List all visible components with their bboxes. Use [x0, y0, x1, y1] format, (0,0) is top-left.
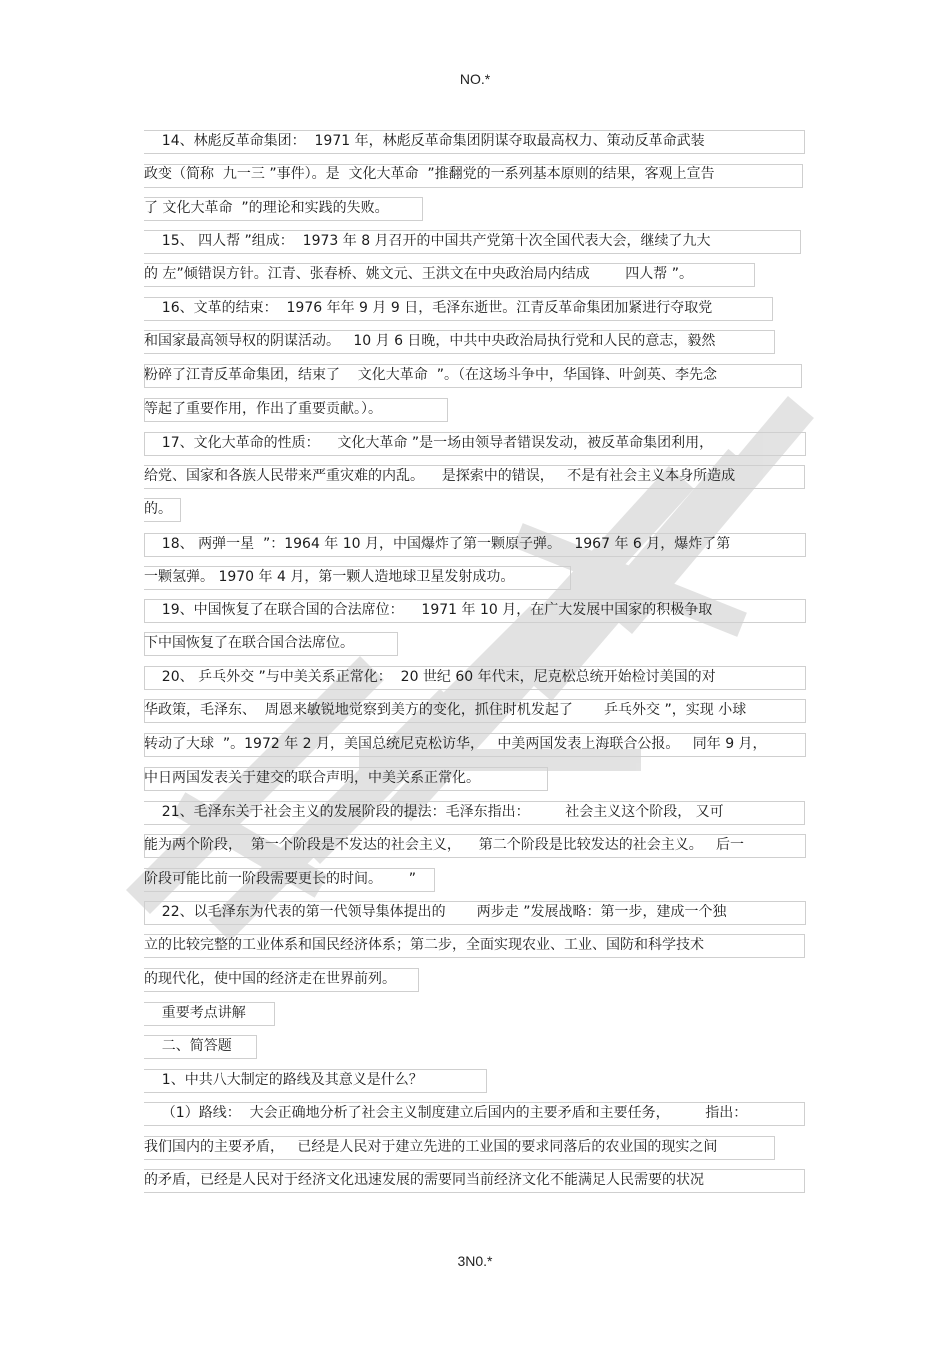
text-line: 粉碎了江青反革命集团，结束了 文化大革命 ”。（在这场斗争中，华国锋、叶剑英、李先念	[144, 367, 717, 383]
question-title: 1、中共八大制定的路线及其意义是什么？	[144, 1072, 423, 1088]
text-line: 中日两国发表关于建交的联合声明，中美关系正常化。	[144, 770, 480, 786]
text-line: 的 左”倾错误方针。江青、张春桥、姚文元、王洪文在中央政治局内结成 四人帮 ”。	[144, 266, 694, 282]
text-line: 15、 四人帮 ”组成： 1973 年 8 月召开的中国共产党第十次全国代表大会，继续了九大	[144, 233, 711, 249]
text-line: 22、以毛泽东为代表的第一代领导集体提出的 两步走 ”发展战略：第一步，建成一个独	[144, 904, 727, 920]
text-line: 一颗氢弹。 1970 年 4 月，第一颗人造地球卫星发射成功。	[144, 569, 515, 585]
text-line: 16、文革的结束： 1976 年年 9 月 9 日，毛泽东逝世。江青反革命集团加紧进行夺取党	[144, 300, 713, 316]
text-line: 和国家最高领导权的阴谋活动。 10 月 6 日晚，中共中央政治局执行党和人民的意志，毅然	[144, 333, 716, 349]
text-line: 阶段可能比前一阶段需要更长的时间。 ”	[144, 871, 416, 887]
text-line: 我们国内的主要矛盾， 已经是人民对于建立先进的工业国的要求同落后的农业国的现实之间	[144, 1139, 718, 1155]
text-line: 立的比较完整的工业体系和国民经济体系；第二步，全面实现农业、工业、国防和科学技术	[144, 937, 704, 953]
text-line: 的矛盾，已经是人民对于经济文化迅速发展的需要同当前经济文化不能满足人民需要的状况	[144, 1172, 704, 1188]
text-line: （1）路线： 大会正确地分析了社会主义制度建立后国内的主要矛盾和主要任务， 指出：	[144, 1105, 748, 1121]
text-line: 18、 两弹一星 ”：1964 年 10 月，中国爆炸了第一颗原子弹。 1967 年 6 月，爆炸了第	[144, 536, 731, 552]
section-heading: 二、简答题	[144, 1038, 232, 1054]
header-page-number: NO.*	[459, 71, 491, 87]
text-line: 20、 乒乓外交 ”与中美关系正常化： 20 世纪 60 年代末，尼克松总统开始检讨美国的对	[144, 669, 716, 685]
section-heading: 重要考点讲解	[144, 1005, 246, 1021]
text-line: 的现代化，使中国的经济走在世界前列。	[144, 971, 396, 987]
text-line: 能为两个阶段， 第一个阶段是不发达的社会主义， 第二个阶段是比较发达的社会主义。 后一	[144, 837, 745, 853]
text-line: 政变（简称 九一三 ”事件）。是 文化大革命 ”推翻党的一系列基本原则的结果，客观上宣告	[144, 166, 715, 182]
text-line: 华政策，毛泽东、 周恩来敏锐地觉察到美方的变化，抓住时机发起了 乒乓外交 ”，实现 小球	[144, 702, 747, 718]
text-line: 21、毛泽东关于社会主义的发展阶段的提法：毛泽东指出： 社会主义这个阶段， 又可	[144, 804, 724, 820]
footer-page-number: 3N0.*	[457, 1253, 493, 1269]
text-line: 19、中国恢复了在联合国的合法席位： 1971 年 10 月，在广大发展中国家的积极争取	[144, 602, 713, 618]
text-line: 17、文化大革命的性质： 文化大革命 ”是一场由领导者错误发动，被反革命集团利用，	[144, 435, 714, 451]
text-line: 等起了重要作用，作出了重要贡献。）。	[144, 401, 382, 417]
text-line: 14、林彪反革命集团： 1971 年，林彪反革命集团阴谋夺取最高权力、策动反革命武装	[144, 133, 705, 149]
text-line: 给党、国家和各族人民带来严重灾难的内乱。 是探索中的错误， 不是有社会主义本身所造成	[144, 468, 736, 484]
text-line: 的。	[144, 501, 172, 517]
text-line: 下中国恢复了在联合国合法席位。	[144, 635, 354, 651]
text-line: 了 文化大革命 ”的理论和实践的失败。	[144, 200, 389, 216]
text-line: 转动了大球 ”。1972 年 2 月，美国总统尼克松访华， 中美两国发表上海联合公报。 同年 9 月，	[144, 736, 767, 752]
